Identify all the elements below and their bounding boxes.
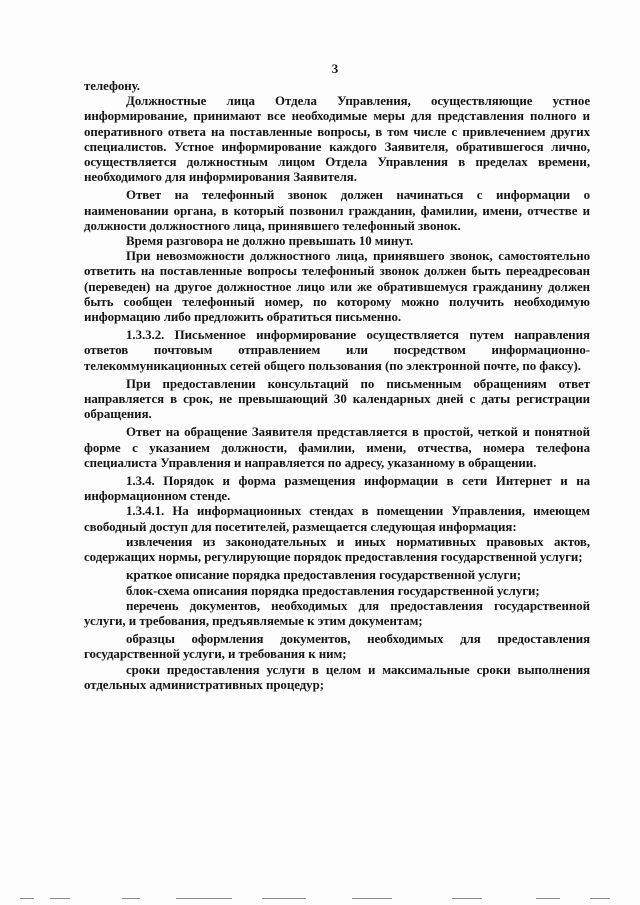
scan-mark	[536, 898, 560, 899]
paragraph-internet-section: 1.3.4. Порядок и форма размещения информации в сети Интернет и на информационном стенде.	[84, 474, 590, 504]
paragraph-call-redirect: При невозможности должностного лица, принявшего звонок, самостоятельно ответить на поставленные вопросы телефонный звонок должен быть переадресован (переведен) на другое должностное лицо или же обратившемуся гражданину должен быть сообщен телефонный номер, по которому можно получить необходимую информацию либо предложить обратиться письменно.	[84, 249, 590, 325]
paragraph-written-response-term: При предоставлении консультаций по письменным обращениям ответ направляется в срок, не превышающий 30 календарных дней с даты регистрации обращения.	[84, 376, 590, 422]
list-item-document-samples: образцы оформления документов, необходимых для предоставления государственной услуги, и требования к ним;	[84, 632, 590, 662]
paragraph-response-form: Ответ на обращение Заявителя представляется в простой, четкой и понятной форме с указанием должности, фамилии, имени, отчества, номера телефона специалиста Управления и направляется по адресу, указанному в обращении.	[84, 425, 590, 470]
list-item-documents-list: перечень документов, необходимых для предоставления государственной услуги, и требования, предъявляемые к этим документам;	[84, 598, 590, 628]
list-item-service-terms: сроки предоставления услуги в целом и максимальные сроки выполнения отдельных административных процедур;	[84, 662, 590, 692]
scan-mark	[20, 898, 34, 899]
paragraph-written-informing: 1.3.3.2. Письменное информирование осуществляется путем направления ответов почтовым отправлением или посредством информационно-телекоммуникационных сетей общего пользования (по электронной почте, по факсу).	[84, 328, 590, 373]
list-item-legal-extracts: извлечения из законодательных и иных нормативных правовых актов, содержащих нормы, регулирующие порядок предоставления государственной услуги;	[84, 534, 590, 565]
scan-mark	[452, 898, 482, 899]
page-number: 3	[331, 61, 339, 76]
paragraph-info-stands: 1.3.4.1. На информационных стендах в помещении Управления, имеющем свободный доступ для посетителей, размещается следующая информация:	[84, 504, 590, 534]
paragraph-phone-answer: Ответ на телефонный звонок должен начинаться с информации о наименовании органа, в который позвонил гражданин, фамилии, имени, отчестве и должности должностного лица, принявшего телефонный звонок.	[84, 188, 590, 233]
scan-mark	[262, 898, 306, 899]
paragraph-call-duration: Время разговора не должно превышать 10 минут.	[126, 234, 414, 249]
scan-mark	[122, 898, 140, 899]
scan-mark	[590, 898, 610, 899]
scan-mark	[176, 898, 232, 899]
scan-bottom-edge	[0, 892, 640, 905]
paragraph-continuation: телефону.	[84, 79, 140, 93]
document-body	[84, 79, 590, 693]
paragraph-oral-informing: Должностные лица Отдела Управления, осуществляющие устное информирование, принимают все необходимые меры для представления полного и оперативного ответа на поставленные вопросы, в том числе с привлечением других специалистов. Устное информирование каждого Заявителя, обратившегося лично, осуществляется должностным лицом Отдела Управления в пределах времени, необходимого для информирования Заявителя.	[84, 94, 590, 185]
list-item-brief-description: краткое описание порядка предоставления государственной услуги;	[126, 568, 521, 583]
scan-mark	[50, 898, 70, 899]
list-item-flowchart: блок-схема описания порядка предоставления государственной услуги;	[126, 583, 540, 598]
scan-mark	[352, 898, 392, 899]
